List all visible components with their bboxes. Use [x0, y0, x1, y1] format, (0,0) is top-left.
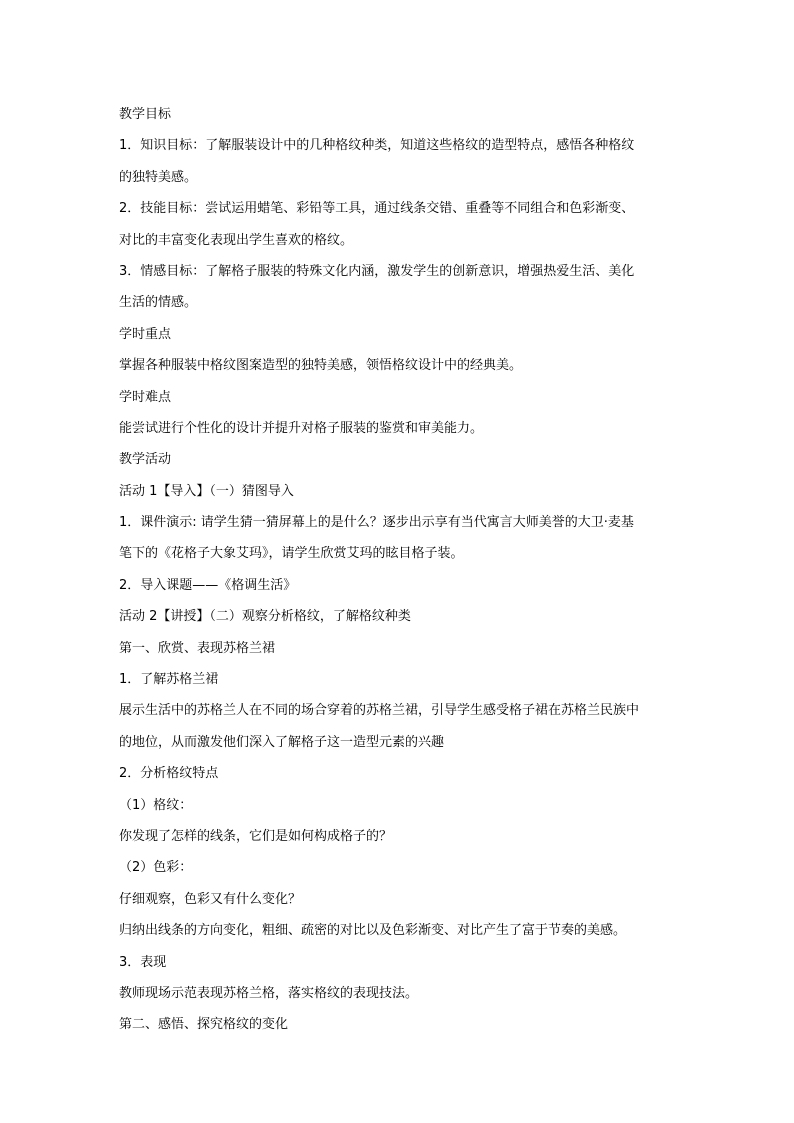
text-line: 笔下的《花格子大象艾玛》，请学生欣赏艾玛的眩目格子装。 — [119, 546, 464, 562]
text-line: 教师现场示范表现苏格兰格，落实格纹的表现技法。 — [119, 985, 419, 1001]
subsection-heading: 第二、感悟、探究格纹的变化 — [119, 1017, 289, 1033]
text-line: 3．表现 — [119, 954, 167, 970]
section-heading-difficulties: 学时难点 — [119, 389, 172, 405]
subsection-heading: 第一、欣赏、表现苏格兰裙 — [119, 640, 276, 656]
text-line: 1．知识目标：了解服装设计中的几种格纹种类，知道这些格纹的造型特点，感悟各种格纹 — [119, 138, 635, 154]
document-body — [119, 99, 679, 1041]
text-line: 3．情感目标：了解格子服装的特殊文化内涵，激发学生的创新意识，增强热爱生活、美化 — [119, 263, 635, 279]
text-line: 1．课件演示: 请学生猜一猜屏幕上的是什么？逐步出示享有当代寓言大师美誉的大卫·麦基 — [119, 515, 634, 531]
text-line: （2）色彩： — [119, 860, 193, 876]
activity-heading: 活动 1【导入】（一）猜图导入 — [119, 483, 294, 499]
text-line: 2．技能目标：尝试运用蜡笔、彩铅等工具，通过线条交错、重叠等不同组合和色彩渐变、 — [119, 201, 635, 217]
text-line: 2．导入课题——《格调生活》 — [119, 577, 297, 593]
text-line: 1．了解苏格兰裙 — [119, 672, 219, 688]
text-line: 仔细观察，色彩又有什么变化？ — [119, 891, 302, 907]
text-line: 归纳出线条的方向变化，粗细、疏密的对比以及色彩渐变、对比产生了富于节奏的美感。 — [119, 923, 627, 939]
text-line: 2．分析格纹特点 — [119, 766, 219, 782]
section-heading-teaching-goals: 教学目标 — [119, 107, 172, 122]
text-line: 的独特美感。 — [119, 169, 198, 185]
text-line: （1）格纹： — [119, 797, 193, 813]
text-line: 的地位，从而激发他们深入了解格子这一造型元素的兴趣 — [119, 734, 445, 750]
text-line: 展示生活中的苏格兰人在不同的场合穿着的苏格兰裙，引导学生感受格子裙在苏格兰民族中 — [119, 703, 640, 719]
text-line: 掌握各种服装中格纹图案造型的独特美感，领悟格纹设计中的经典美。 — [119, 358, 523, 374]
text-line: 你发现了怎样的线条，它们是如何构成格子的？ — [119, 828, 393, 844]
activity-heading: 活动 2【讲授】（二）观察分析格纹，了解格纹种类 — [119, 609, 411, 625]
text-line: 生活的情感。 — [119, 295, 198, 311]
text-line: 对比的丰富变化表现出学生喜欢的格纹。 — [119, 232, 354, 248]
text-line: 能尝试进行个性化的设计并提升对格子服装的鉴赏和审美能力。 — [119, 420, 484, 436]
section-heading-activities: 教学活动 — [119, 452, 172, 468]
section-heading-key-points: 学时重点 — [119, 326, 172, 342]
